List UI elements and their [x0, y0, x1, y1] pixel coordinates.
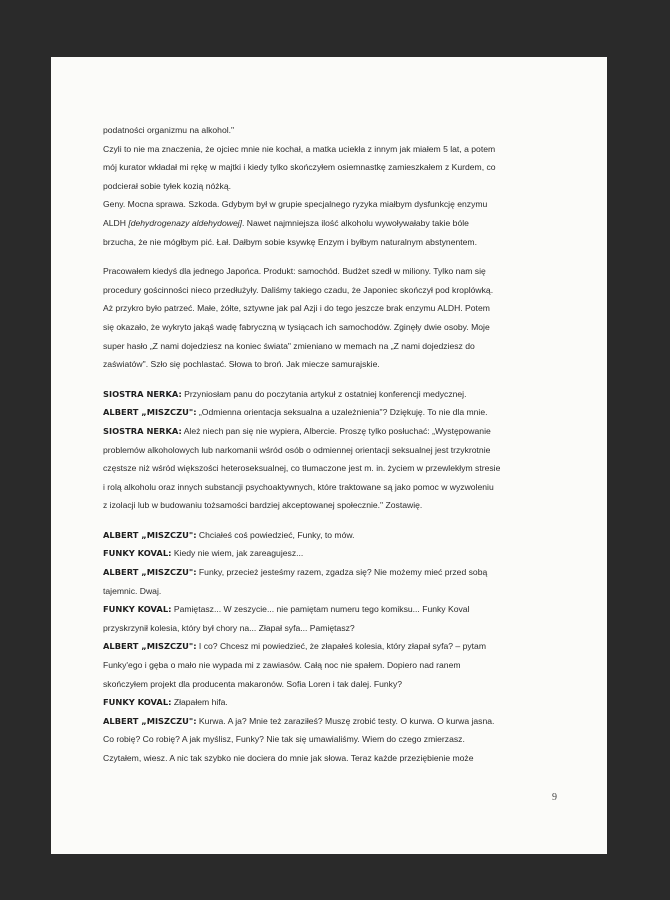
dialogue-line — [103, 600, 563, 619]
dialogue-continuation: skończyłem projekt dla producenta makaronów. Sofia Loren i tak dalej. Funky? — [103, 678, 403, 689]
speaker-name: FUNKY KOVAL: — [103, 697, 172, 708]
dialogue-continuation: z izolacji lub w budowaniu tożsamości bardziej akceptowanej społecznie." Zostawię. — [103, 500, 423, 511]
dialogue-continuation: i rolą alkoholu oraz innych substancji psychoaktywnych, które traktowane są jako pomoc w wyzwoleniu — [103, 481, 494, 492]
page-number: 9 — [552, 792, 557, 803]
dialogue-continuation: przyskrzynił kolesia, który był chory na... Złapał syfa... Pamiętasz? — [103, 622, 355, 633]
paragraph-line: Pracowałem kiedyś dla jednego Japońca. Produkt: samochód. Budżet szedł w miliony. Tylko nam się — [103, 266, 486, 277]
paragraph-line: Czyli to nie ma znaczenia, że ojciec mnie nie kochał, a matka uciekła z innym jak miałem 5 lat, a potem — [103, 143, 496, 154]
book-page — [51, 57, 607, 854]
speaker-name: ALBERT „MISZCZU": — [103, 567, 197, 578]
dialogue-text: Złapałem hifa. — [171, 697, 228, 708]
dialogue-line — [103, 422, 563, 441]
dialogue-text: Przyniosłam panu do poczytania artykuł z ostatniej konferencji medycznej. — [181, 388, 467, 399]
paragraph-line: procedury gościnności nieco przedłużyły. Daliśmy takiego czadu, że Japoniec skończył pod kroplówką. — [103, 284, 494, 295]
paragraph-line: się okazało, że wykryto jakąś wadę fabryczną w tysiącach ich samochodów. Zginęły dwie osoby. Moje — [103, 321, 490, 332]
speaker-name: FUNKY KOVAL: — [103, 548, 172, 559]
text-span: . Nawet najmniejsza ilość alkoholu wywoływałaby takie bóle — [242, 217, 469, 228]
dialogue-continuation: częstsze niż wśród większości heteroseksualnej, co tłumaczone jest m. in. życiem w przewlekłym stresie — [103, 463, 501, 474]
dialogue-line — [103, 403, 563, 422]
dialogue-continuation: Czytałem, wiesz. A nic tak szybko nie dociera do mnie jak słowa. Teraz każde przeziębienie może — [103, 753, 474, 763]
dialogue-continuation: problemów alkoholowych lub narkomanii wśród osób o odmiennej orientacji seksualnej jest trzykrotnie — [103, 444, 491, 455]
speaker-name: SIOSTRA NERKA: — [103, 388, 182, 399]
dialogue-line — [103, 712, 563, 731]
dialogue-text: Kurwa. A ja? Mnie też zaraziłeś? Muszę zrobić testy. O kurwa. O kurwa jasna. — [196, 715, 495, 726]
paragraph-line: zaświatów". Szło się pochlastać. Słowa to broń. Jak miecze samurajskie. — [103, 359, 380, 370]
dialogue-line — [103, 385, 563, 404]
paragraph-line: mój kurator wkładał mi rękę w majtki i kiedy tylko skończyłem osiemnastkę zamieszkałem z Kurdem, co — [103, 162, 496, 173]
paragraph-line: Geny. Mocna sprawa. Szkoda. Gdybym był w grupie specjalnego ryzyka miałbym dysfunkcję enzymu — [103, 199, 488, 210]
speaker-name: ALBERT „MISZCZU": — [103, 715, 197, 726]
paragraph-line — [103, 214, 563, 233]
dialogue-line — [103, 563, 563, 582]
paragraph-line: podcierał sobie tyłek kozią nóżką. — [103, 180, 232, 191]
paragraph-line: podatności organizmu na alkohol." — [103, 125, 235, 135]
dialogue-text: Funky, przecież jesteśmy razem, zgadza się? Nie możemy mieć przed sobą — [196, 567, 488, 578]
speaker-name: ALBERT „MISZCZU": — [103, 529, 197, 540]
text-span: ALDH — [103, 217, 129, 228]
speaker-name: ALBERT „MISZCZU": — [103, 641, 197, 652]
dialogue-text: Ależ niech pan się nie wypiera, Albercie. Proszę tylko posłuchać: „Występowanie — [181, 425, 491, 436]
dialogue-line — [103, 544, 563, 563]
speaker-name: ALBERT „MISZCZU": — [103, 407, 197, 418]
dialogue-text: I co? Chcesz mi powiedzieć, że złapałeś kolesia, który złapał syfa? – pytam — [196, 641, 486, 652]
paragraph-line: super hasło „Z nami dojedziesz na koniec świata" zmieniano w memach na „Z nami dojedziesz do — [103, 340, 475, 351]
dialogue-text: Pamiętasz... W zeszycie... nie pamiętam numeru tego komiksu... Funky Koval — [171, 604, 470, 615]
dialogue-continuation: tajemnic. Dwaj. — [103, 585, 162, 596]
dialogue-line — [103, 693, 563, 712]
speaker-name: FUNKY KOVAL: — [103, 604, 172, 615]
dialogue-line — [103, 637, 563, 656]
dialogue-text: Kiedy nie wiem, jak zareagujesz... — [171, 548, 304, 559]
paragraph-line: Aż przykro było patrzeć. Małe, żółte, sztywne jak pal Azji i do tego jeszcze brak enzymu ALDH. Potem — [103, 303, 490, 314]
italic-term: [dehydrogenazy aldehydowej] — [128, 217, 243, 228]
dialogue-text: „Odmienna orientacja seksualna a uzależnienia"? Dziękuję. To nie dla mnie. — [196, 407, 488, 418]
dialogue-line — [103, 526, 563, 545]
page-text — [103, 121, 563, 768]
paragraph-line: brzucha, że nie mógłbym pić. Łał. Dałbym sobie ksywkę Enzym i byłbym naturalnym abstynentem. — [103, 236, 477, 247]
speaker-name: SIOSTRA NERKA: — [103, 425, 182, 436]
dialogue-text: Chciałeś coś powiedzieć, Funky, to mów. — [196, 529, 355, 540]
dialogue-continuation: Co robię? Co robię? A jak myślisz, Funky? Nie tak się umawialiśmy. Wiem do czego zmierzasz. — [103, 734, 465, 745]
dialogue-continuation: Funky'ego i gęba o mało nie wypada mi z zawiasów. Całą noc nie spałem. Dopiero nad ranem — [103, 660, 461, 671]
